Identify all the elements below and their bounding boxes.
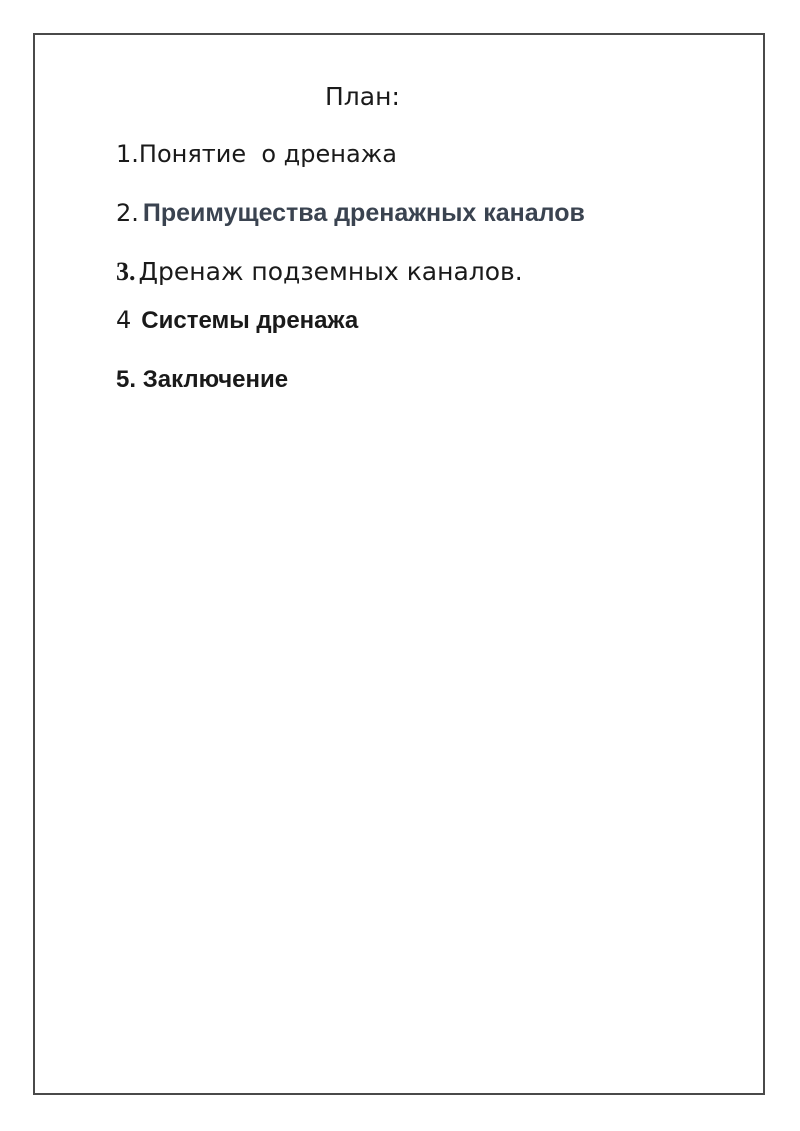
plan-item-number: 4 (116, 306, 132, 334)
plan-item-text: Дренаж подземных каналов. (138, 257, 523, 286)
plan-item-text: Понятие о дренажа (138, 140, 397, 168)
plan-item-number: 3. (116, 257, 136, 286)
plan-item-number: 2. (116, 199, 139, 227)
plan-item-5 (116, 366, 288, 394)
plan-item-3 (116, 257, 523, 287)
plan-item-text: Заключение (142, 366, 289, 393)
plan-item-text: Системы дренажа (141, 307, 359, 334)
plan-item-number: 5. (116, 366, 137, 393)
plan-item-text: Преимущества дренажных каналов (142, 199, 585, 227)
plan-item-number: 1. (116, 140, 139, 168)
plan-item-1 (116, 140, 397, 168)
plan-item-2 (116, 199, 585, 228)
page-frame (33, 33, 765, 1095)
plan-title: План: (325, 82, 400, 111)
plan-item-4 (116, 306, 358, 335)
